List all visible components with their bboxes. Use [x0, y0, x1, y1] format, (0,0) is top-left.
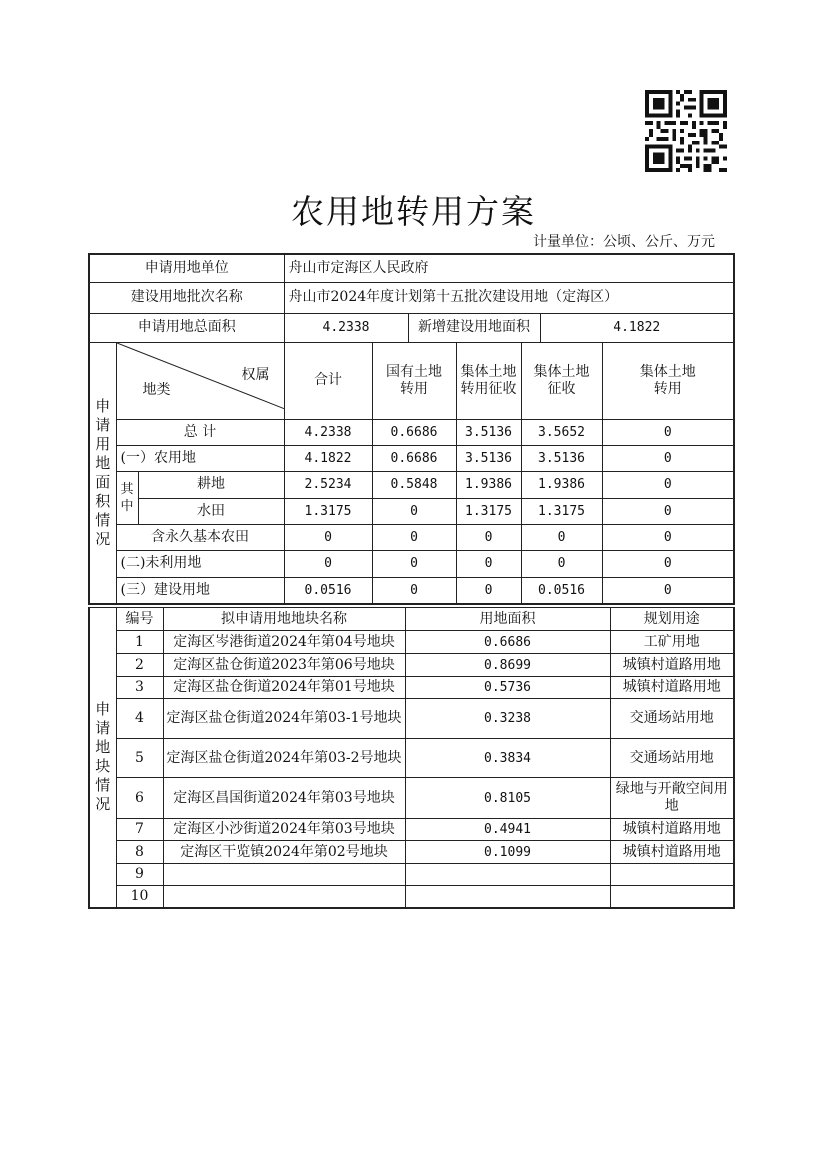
parcel-use: 城镇村道路用地 — [610, 841, 734, 864]
parcel-use: 交通场站用地 — [610, 699, 734, 739]
row-building — [89, 577, 734, 604]
parcel-row — [89, 699, 734, 739]
row-paddy — [89, 498, 734, 524]
parcel-row — [89, 739, 734, 778]
parcel-area: 0.8105 — [405, 778, 610, 819]
header-use: 规划用途 — [610, 608, 734, 631]
parcel-area: 0.8699 — [405, 654, 610, 677]
parcel-row — [89, 819, 734, 841]
cell-total: 4.2338 — [284, 419, 372, 445]
document-title: 农用地转用方案 — [291, 192, 536, 231]
cell-coll-convert: 0 — [602, 577, 734, 604]
parcel-row — [89, 778, 734, 819]
col-header-coll-levy: 集体土地 征收 — [521, 342, 602, 419]
cell-total: 4.1822 — [284, 445, 372, 471]
cell-coll-convert: 0 — [602, 445, 734, 471]
total-area-value: 4.2338 — [284, 313, 408, 342]
parcel-area: 0.3238 — [405, 699, 610, 739]
parcel-no: 2 — [116, 654, 163, 677]
parcel-area: 0.3834 — [405, 739, 610, 778]
parcel-row — [89, 841, 734, 864]
parcel-name: 定海区岑港街道2024年第04号地块 — [163, 631, 405, 654]
unit-note: 计量单位：公顷、公斤、万元 — [533, 234, 715, 250]
header-name: 拟申请用地地块名称 — [163, 608, 405, 631]
row-farmland — [89, 445, 734, 471]
qr-code-icon — [645, 90, 727, 172]
parcel-use: 绿地与开敞空间用地 — [610, 778, 734, 819]
batch-row — [89, 282, 734, 313]
area-section-side-label: 申 请 用 地 面 积 情 况 — [89, 342, 116, 604]
new-area-value: 4.1822 — [540, 313, 734, 342]
parcel-name: 定海区盐仓街道2024年第03-2号地块 — [163, 739, 405, 778]
row-total — [89, 419, 734, 445]
row-label: (一）农用地 — [116, 445, 284, 471]
row-unused — [89, 550, 734, 577]
parcel-use: 城镇村道路用地 — [610, 654, 734, 677]
parcel-area: 0.5736 — [405, 677, 610, 699]
cell-state: 0.6686 — [372, 445, 456, 471]
parcel-name: 定海区干览镇2024年第02号地块 — [163, 841, 405, 864]
parcel-row — [89, 886, 734, 908]
col-header-coll-convert: 集体土地 转用 — [602, 342, 734, 419]
cell-coll-levy: 0 — [521, 524, 602, 550]
cell-state: 0 — [372, 498, 456, 524]
cell-coll-transfer: 3.5136 — [456, 445, 521, 471]
row-label: (三）建设用地 — [116, 577, 284, 604]
cell-total: 0 — [284, 550, 372, 577]
header-area: 用地面积 — [405, 608, 610, 631]
cell-coll-convert: 0 — [602, 524, 734, 550]
cell-coll-convert: 0 — [602, 498, 734, 524]
cell-coll-transfer: 0 — [456, 577, 521, 604]
parcel-use — [610, 886, 734, 908]
col-header-coll-transfer: 集体土地 转用征收 — [456, 342, 521, 419]
parcel-no: 9 — [116, 864, 163, 886]
cell-coll-levy: 0.0516 — [521, 577, 602, 604]
area-header-row — [89, 342, 734, 419]
cell-coll-levy: 1.3175 — [521, 498, 602, 524]
row-label: (二)未利用地 — [116, 550, 284, 577]
parcel-no: 5 — [116, 739, 163, 778]
cell-coll-levy: 3.5652 — [521, 419, 602, 445]
cell-state: 0 — [372, 524, 456, 550]
parcel-name — [163, 864, 405, 886]
parcel-row — [89, 631, 734, 654]
cell-total: 2.5234 — [284, 471, 372, 498]
parcel-area — [405, 864, 610, 886]
cell-coll-convert: 0 — [602, 471, 734, 498]
row-arable — [89, 471, 734, 498]
parcel-section-side-label: 申 请 地 块 情 况 — [89, 608, 116, 908]
cell-coll-transfer: 1.3175 — [456, 498, 521, 524]
parcel-no: 1 — [116, 631, 163, 654]
parcel-name: 定海区盐仓街道2024年第03-1号地块 — [163, 699, 405, 739]
parcel-name: 定海区昌国街道2024年第03号地块 — [163, 778, 405, 819]
applicant-label: 申请用地单位 — [89, 254, 284, 282]
diag-left-label: 地类 — [142, 381, 171, 398]
cell-coll-convert: 0 — [602, 419, 734, 445]
cell-total: 1.3175 — [284, 498, 372, 524]
parcel-name: 定海区盐仓街道2024年第01号地块 — [163, 677, 405, 699]
cell-total: 0.0516 — [284, 577, 372, 604]
row-label: 总 计 — [116, 419, 284, 445]
cell-total: 0 — [284, 524, 372, 550]
total-area-label: 申请用地总面积 — [89, 313, 284, 342]
row-label: 水田 — [138, 498, 284, 524]
cell-coll-transfer: 3.5136 — [456, 419, 521, 445]
diagonal-header-cell — [116, 342, 284, 419]
cell-state: 0 — [372, 577, 456, 604]
batch-value: 舟山市2024年度计划第十五批次建设用地（定海区） — [284, 282, 734, 313]
parcel-use — [610, 864, 734, 886]
row-label: 耕地 — [138, 471, 284, 498]
area-table — [88, 253, 735, 605]
diag-right-label: 权属 — [241, 366, 270, 383]
parcel-no: 10 — [116, 886, 163, 908]
cell-coll-levy: 0 — [521, 550, 602, 577]
total-area-row — [89, 313, 734, 342]
parcel-no: 6 — [116, 778, 163, 819]
cell-state: 0.5848 — [372, 471, 456, 498]
batch-label: 建设用地批次名称 — [89, 282, 284, 313]
parcel-name: 定海区盐仓街道2023年第06号地块 — [163, 654, 405, 677]
cell-coll-transfer: 0 — [456, 550, 521, 577]
parcel-area: 0.6686 — [405, 631, 610, 654]
cell-state: 0 — [372, 550, 456, 577]
header-no: 编号 — [116, 608, 163, 631]
cell-coll-transfer: 1.9386 — [456, 471, 521, 498]
applicant-row — [89, 254, 734, 282]
parcel-use: 城镇村道路用地 — [610, 819, 734, 841]
new-area-label: 新增建设用地面积 — [408, 313, 540, 342]
cell-coll-levy: 1.9386 — [521, 471, 602, 498]
applicant-value: 舟山市定海区人民政府 — [284, 254, 734, 282]
parcel-area — [405, 886, 610, 908]
parcel-row — [89, 677, 734, 699]
parcel-no: 7 — [116, 819, 163, 841]
parcel-no: 8 — [116, 841, 163, 864]
cell-coll-convert: 0 — [602, 550, 734, 577]
parcel-row — [89, 654, 734, 677]
col-header-total: 合计 — [284, 342, 372, 419]
parcel-use: 交通场站用地 — [610, 739, 734, 778]
col-header-state: 国有土地 转用 — [372, 342, 456, 419]
parcel-header-row — [89, 608, 734, 631]
row-label: 含永久基本农田 — [116, 524, 284, 550]
parcel-area: 0.1099 — [405, 841, 610, 864]
parcel-name: 定海区小沙街道2024年第03号地块 — [163, 819, 405, 841]
cell-state: 0.6686 — [372, 419, 456, 445]
parcel-area: 0.4941 — [405, 819, 610, 841]
row-basic-farmland — [89, 524, 734, 550]
parcel-name — [163, 886, 405, 908]
parcel-no: 4 — [116, 699, 163, 739]
parcel-use: 城镇村道路用地 — [610, 677, 734, 699]
parcel-no: 3 — [116, 677, 163, 699]
parcel-use: 工矿用地 — [610, 631, 734, 654]
qizhong-label: 其 中 — [116, 471, 138, 524]
cell-coll-levy: 3.5136 — [521, 445, 602, 471]
parcel-row — [89, 864, 734, 886]
cell-coll-transfer: 0 — [456, 524, 521, 550]
parcel-table — [88, 607, 735, 909]
